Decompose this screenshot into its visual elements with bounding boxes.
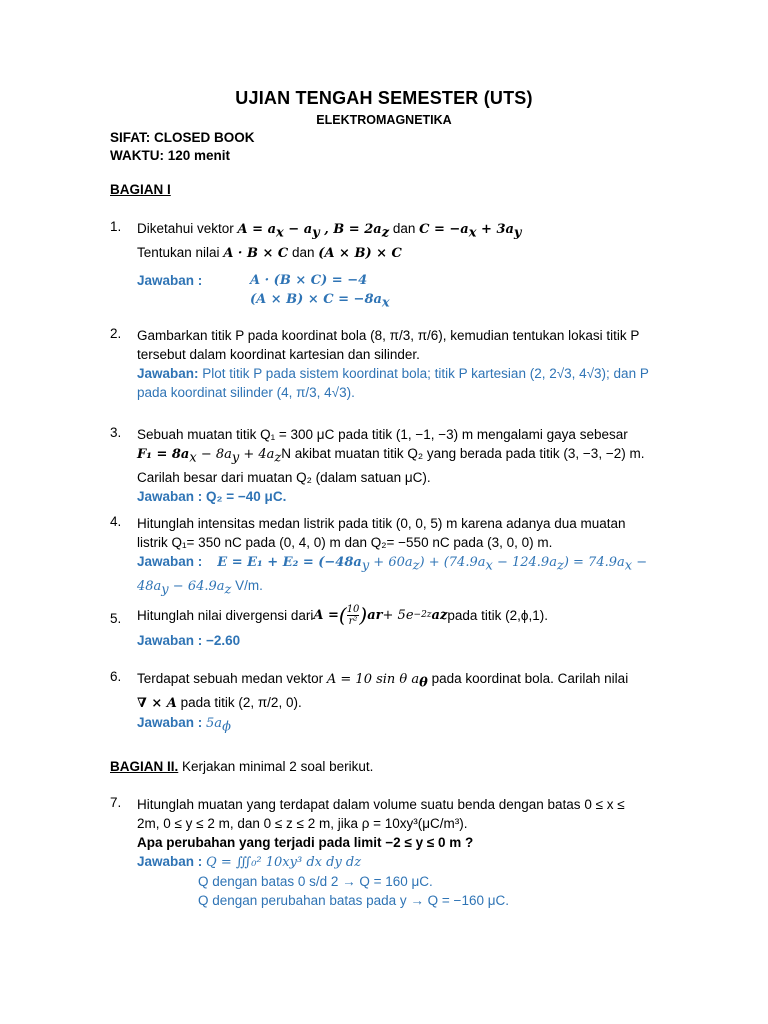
answer-1-line-2: $(A \times B) \times C = -8a_x$ bbox=[250, 292, 390, 311]
question-6-number: 6. bbox=[110, 669, 122, 684]
sifat-label: SIFAT: CLOSED BOOK bbox=[110, 130, 255, 145]
question-4-number: 4. bbox=[110, 514, 122, 529]
fraction: 10 r² bbox=[346, 604, 360, 627]
page-subtitle: ELEKTROMAGNETIKA bbox=[316, 113, 452, 127]
question-5: Hitunglah nilai divergensi dari A = ( 10 r² ) a r + 5e −2z a z pada titik (2,ϕ,1). bbox=[137, 603, 548, 627]
question-1 bbox=[137, 219, 677, 263]
answer-3: Jawaban : Q₂ = −40 μC. bbox=[137, 488, 287, 504]
question-1-line-2: Tentukan nilai A · B × C dan (A × B) × C bbox=[137, 244, 402, 261]
question-3-number: 3. bbox=[110, 425, 122, 440]
section-bagian-2: BAGIAN II. Kerjakan minimal 2 soal berikut. bbox=[110, 759, 374, 774]
question-5-number: 5. bbox=[110, 611, 122, 626]
answer-7: Jawaban : Q = ∭₀² 10xy³ dx dy dz bbox=[137, 854, 362, 870]
answer-6: Jawaban : $5a_\phi$ bbox=[137, 714, 231, 735]
section-bagian-1: BAGIAN I bbox=[110, 182, 171, 197]
waktu-label: WAKTU: 120 menit bbox=[110, 148, 231, 163]
question-2: Gambarkan titik P pada koordinat bola (8, π/3, π/6), kemudian tentukan lokasi titik P tersebut dalam koordinat kartesian dan silinder. Jawaban: Plot titik P pada sistem koordinat bola; titik P kartesian (2, 2√3, 4√3); dan P pada koordinat silinder (4, π/3, 4√3). bbox=[137, 326, 677, 402]
question-1-line-1: Diketahui vektor $A = a_x - a_y$ , $B = 2a_z$ dan $C = -a_x + 3a_y$ bbox=[137, 221, 522, 241]
question-4: Hitunglah intensitas medan listrik pada titik (0, 0, 5) m karena adanya dua muatan listrik Q₁= 350 nC pada (0, 4, 0) m dan Q₂= −550 nC pada (3, 0, 0) m. Jawaban : $E = E_1 + E_2 = (-48a_y + 60a_z) + (74.9a_x - 124.9a_z) = 74.9a_x$ − $48a_y - 64.9a_z$ V/m. bbox=[137, 514, 677, 599]
question-6: Terdapat sebuah medan vektor A = 10 sin θ $a_\theta$ pada koordinat bola. Carilah nilai ∇ × A pada titik (2, π/2, 0). Jawaban : $5a_\phi$ bbox=[137, 669, 677, 736]
answer-5: Jawaban : −2.60 bbox=[137, 633, 241, 648]
page-title: UJIAN TENGAH SEMESTER (UTS) bbox=[235, 88, 533, 108]
question-7-number: 7. bbox=[110, 795, 122, 810]
answer-4: Jawaban : $E = E_1 + E_2 = (-48a_y + 60a_z) + (74.9a_x - 124.9a_z) = 74.9a_x$ − bbox=[137, 554, 648, 574]
question-3: Sebuah muatan titik Q₁ = 300 μC pada titik (1, −1, −3) m mengalami gaya sebesar $F_1 = 8a_x - 8a_y + 4a_zN$ akibat muatan titik Q₂ yang berada pada titik (3, −3, −2) m. Carilah besar dari muatan Q₂ (dalam satuan μC). Jawaban : Q₂ = −40 μC. bbox=[137, 425, 677, 506]
question-7: Hitunglah muatan yang terdapat dalam volume suatu benda dengan batas 0 ≤ x ≤ 2m, 0 ≤ y ≤ 2 m, dan 0 ≤ z ≤ 2 m, jika ρ = 10xy³(μC/m³). Apa perubahan yang terjadi pada limit −2 ≤ y ≤ 0 m ? Jawaban : Q = ∭₀² 10xy³ dx dy dz Q dengan batas 0 s/d 2 → Q = 160 μC. Q dengan perubahan batas pada y → Q = −160 μC. bbox=[137, 795, 677, 910]
answer-1-line-1: A · (B × C) = −4 bbox=[250, 273, 368, 288]
question-1-number: 1. bbox=[110, 219, 122, 234]
question-2-number: 2. bbox=[110, 326, 122, 341]
answer-1-label: Jawaban : bbox=[137, 273, 203, 288]
answer-2: Jawaban: Plot titik P pada sistem koordinat bola; titik P kartesian (2, 2√3, 4√3); dan P bbox=[137, 366, 649, 381]
